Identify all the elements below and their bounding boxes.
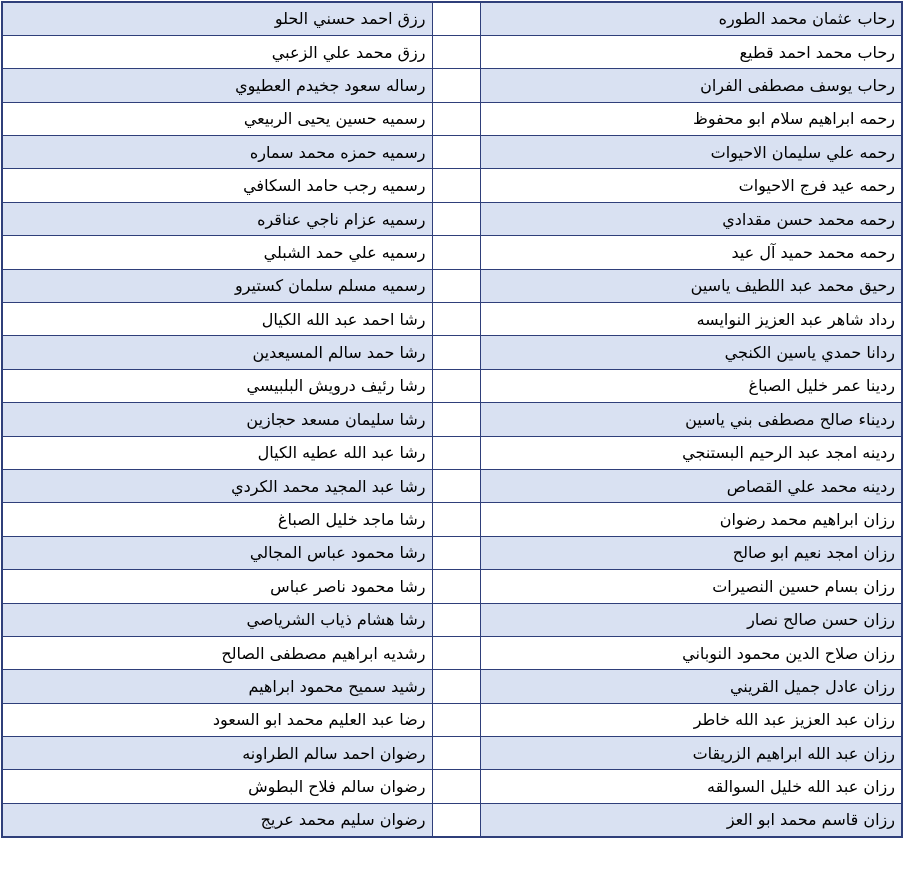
empty-cell[interactable] [432, 703, 480, 736]
table-row [2, 803, 902, 836]
empty-cell[interactable] [432, 403, 480, 436]
table-row [2, 35, 902, 68]
name-cell-left[interactable]: رشا هشام ذياب الشرياصي [2, 603, 432, 636]
table-row [2, 636, 902, 669]
name-cell-left[interactable]: رساله سعود جخيدم العطيوي [2, 69, 432, 102]
empty-cell[interactable] [432, 236, 480, 269]
empty-cell[interactable] [432, 136, 480, 169]
name-cell-left[interactable]: رضوان احمد سالم الطراونه [2, 737, 432, 770]
empty-cell[interactable] [432, 536, 480, 569]
empty-cell[interactable] [432, 570, 480, 603]
name-cell-left[interactable]: رضا عبد العليم محمد ابو السعود [2, 703, 432, 736]
name-cell-right[interactable]: رزان ابراهيم محمد رضوان [480, 503, 902, 536]
name-cell-right[interactable]: رحاب عثمان محمد الطوره [480, 2, 902, 35]
table-row [2, 303, 902, 336]
table-row [2, 2, 902, 35]
name-cell-left[interactable]: رسميه حمزه محمد سماره [2, 136, 432, 169]
table-row [2, 503, 902, 536]
empty-cell[interactable] [432, 102, 480, 135]
name-cell-right[interactable]: رزان امجد نعيم ابو صالح [480, 536, 902, 569]
name-cell-left[interactable]: رسميه علي حمد الشبلي [2, 236, 432, 269]
names-table [1, 1, 903, 838]
name-cell-right[interactable]: رداد شاهر عبد العزيز النوايسه [480, 303, 902, 336]
table-row [2, 403, 902, 436]
name-cell-right[interactable]: رحاب يوسف مصطفى الفران [480, 69, 902, 102]
name-cell-left[interactable]: رشا حمد سالم المسيعدين [2, 336, 432, 369]
table-row [2, 570, 902, 603]
name-cell-left[interactable]: رضوان سليم محمد عريج [2, 803, 432, 836]
name-cell-left[interactable]: رشا رئيف درويش البلبيسي [2, 369, 432, 402]
table-row [2, 102, 902, 135]
name-cell-right[interactable]: رحاب محمد احمد قطيع [480, 35, 902, 68]
name-cell-left[interactable]: رسميه رجب حامد السكافي [2, 169, 432, 202]
name-cell-right[interactable]: رزان بسام حسين النصيرات [480, 570, 902, 603]
name-cell-right[interactable]: رحمه عيد فرج الاحيوات [480, 169, 902, 202]
name-cell-left[interactable]: رشا عبد الله عطيه الكيال [2, 436, 432, 469]
empty-cell[interactable] [432, 369, 480, 402]
empty-cell[interactable] [432, 670, 480, 703]
name-cell-right[interactable]: رزان صلاح الدين محمود النوباني [480, 636, 902, 669]
name-cell-right[interactable]: رحمه ابراهيم سلام ابو محفوظ [480, 102, 902, 135]
name-cell-right[interactable]: رزان عبد الله ابراهيم الزريقات [480, 737, 902, 770]
empty-cell[interactable] [432, 770, 480, 803]
table-row [2, 703, 902, 736]
table-row [2, 603, 902, 636]
name-cell-right[interactable]: رحمه محمد حسن مقدادي [480, 202, 902, 235]
name-cell-right[interactable]: رزان حسن صالح نصار [480, 603, 902, 636]
empty-cell[interactable] [432, 737, 480, 770]
table-row [2, 169, 902, 202]
names-table-body [2, 2, 902, 837]
table-row [2, 202, 902, 235]
table-row [2, 770, 902, 803]
table-row [2, 536, 902, 569]
name-cell-left[interactable]: رشا احمد عبد الله الكيال [2, 303, 432, 336]
table-row [2, 136, 902, 169]
empty-cell[interactable] [432, 35, 480, 68]
empty-cell[interactable] [432, 469, 480, 502]
table-row [2, 236, 902, 269]
name-cell-left[interactable]: رسميه حسين يحيى الربيعي [2, 102, 432, 135]
table-row [2, 269, 902, 302]
empty-cell[interactable] [432, 69, 480, 102]
name-cell-left[interactable]: رشا عبد المجيد محمد الكردي [2, 469, 432, 502]
table-row [2, 369, 902, 402]
name-cell-left[interactable]: رشا ماجد خليل الصباغ [2, 503, 432, 536]
name-cell-left[interactable]: رشا محمود عباس المجالي [2, 536, 432, 569]
empty-cell[interactable] [432, 436, 480, 469]
name-cell-left[interactable]: رشيد سميح محمود ابراهيم [2, 670, 432, 703]
name-cell-left[interactable]: رسميه عزام ناجي عناقره [2, 202, 432, 235]
table-row [2, 436, 902, 469]
name-cell-left[interactable]: رشديه ابراهيم مصطفى الصالح [2, 636, 432, 669]
name-cell-right[interactable]: رحمه علي سليمان الاحيوات [480, 136, 902, 169]
name-cell-right[interactable]: ردانا حمدي ياسين الكنجي [480, 336, 902, 369]
name-cell-right[interactable]: رزان عبد العزيز عبد الله خاطر [480, 703, 902, 736]
table-row [2, 69, 902, 102]
name-cell-left[interactable]: رسميه مسلم سلمان كستيرو [2, 269, 432, 302]
table-row [2, 670, 902, 703]
empty-cell[interactable] [432, 803, 480, 836]
empty-cell[interactable] [432, 269, 480, 302]
name-cell-right[interactable]: رزان قاسم محمد ابو العز [480, 803, 902, 836]
empty-cell[interactable] [432, 303, 480, 336]
name-cell-right[interactable]: ردينا عمر خليل الصباغ [480, 369, 902, 402]
empty-cell[interactable] [432, 169, 480, 202]
name-cell-left[interactable]: رزق احمد حسني الحلو [2, 2, 432, 35]
empty-cell[interactable] [432, 336, 480, 369]
table-row [2, 469, 902, 502]
empty-cell[interactable] [432, 202, 480, 235]
name-cell-left[interactable]: رشا سليمان مسعد حجازين [2, 403, 432, 436]
name-cell-right[interactable]: رحيق محمد عبد اللطيف ياسين [480, 269, 902, 302]
name-cell-right[interactable]: رزان عادل جميل القريني [480, 670, 902, 703]
name-cell-right[interactable]: ردينه امجد عبد الرحيم البستنجي [480, 436, 902, 469]
empty-cell[interactable] [432, 503, 480, 536]
name-cell-left[interactable]: رزق محمد علي الزعبي [2, 35, 432, 68]
empty-cell[interactable] [432, 2, 480, 35]
empty-cell[interactable] [432, 636, 480, 669]
table-row [2, 737, 902, 770]
name-cell-right[interactable]: رزان عبد الله خليل السوالقه [480, 770, 902, 803]
name-cell-right[interactable]: رديناء صالح مصطفى بني ياسين [480, 403, 902, 436]
name-cell-left[interactable]: رشا محمود ناصر عباس [2, 570, 432, 603]
table-row [2, 336, 902, 369]
name-cell-left[interactable]: رضوان سالم فلاح البطوش [2, 770, 432, 803]
name-cell-right[interactable]: رحمه محمد حميد آل عيد [480, 236, 902, 269]
name-cell-right[interactable]: ردينه محمد علي القصاص [480, 469, 902, 502]
empty-cell[interactable] [432, 603, 480, 636]
